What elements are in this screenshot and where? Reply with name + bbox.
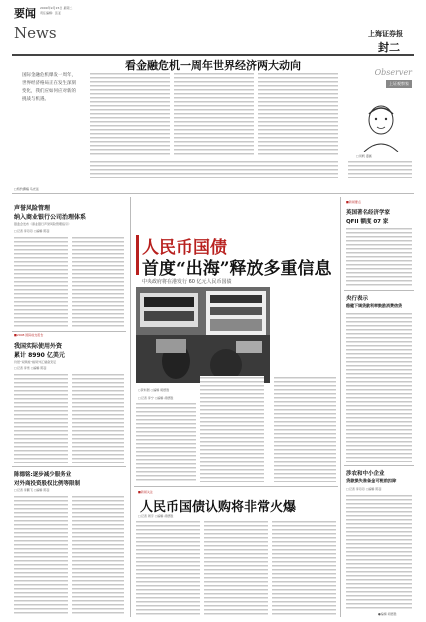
left-story1-title2: 纳入商业银行公司治理体系 <box>14 214 87 221</box>
center-body-text <box>274 376 336 482</box>
right-title2a: 央行表示 <box>346 296 369 302</box>
right-title3b: 贷款损失准备金可税前扣除 <box>346 478 397 483</box>
editor-line: 责任编辑：张亚 <box>40 11 62 15</box>
left-story3-title1: 陈德铭:逐步减少服务业 <box>14 472 72 478</box>
center-photo <box>136 287 270 383</box>
banner-intro: 国际金融危机爆发一周年，世界经济格局正在发生深刻变化，我们应如何应对新的挑战与机遇。 <box>22 73 76 102</box>
left-story1-byline: □记者 李丹丹 ○编辑 陈羽 <box>14 229 50 233</box>
right-footer-byline: ●编辑 胡德胜 <box>378 612 397 616</box>
right-story1-text <box>346 227 412 287</box>
center-subhead: 中央政府将在港发行 60 亿元人民币国债 <box>142 279 232 285</box>
left-story3-text <box>72 495 124 615</box>
bottom-body-text <box>272 520 336 616</box>
bottom-byline: □记者 周宇 ○编辑 胡德胜 <box>138 514 174 518</box>
columnist-logo <box>346 66 414 96</box>
banner-byline: □特约撰稿 马光远 <box>14 187 39 191</box>
section-label-en: News <box>14 24 57 42</box>
banner-body-text <box>174 72 254 156</box>
columnist-sub: 上证观察家 <box>386 80 412 88</box>
center-divider <box>134 486 338 487</box>
left-story2-text <box>72 373 124 463</box>
banner-intro-box <box>12 66 82 156</box>
right-story3-text <box>346 494 412 610</box>
right-title2b: 稳健下调贷款利率鼓励消费信贷 <box>346 303 402 308</box>
caricature-portrait <box>352 100 410 152</box>
bottom-body-text <box>136 520 200 616</box>
left-divider-2 <box>12 466 126 467</box>
masthead-rule <box>12 54 414 56</box>
right-story3-byline: □记者 李丹丹 ○编辑 陈羽 <box>346 487 382 491</box>
left-story2-title2: 累计 8990 亿美元 <box>14 352 65 359</box>
left-story2-title1: 我国实际使用外资 <box>14 343 63 350</box>
banner-body-text <box>258 72 338 156</box>
column-rule-left <box>130 197 131 617</box>
left-story1-title1: 声誉风险管理 <box>14 205 51 212</box>
caricature-caption: □何帆 漫画 <box>356 154 372 158</box>
banner-headline: 看金融危机一周年世界经济两大动向 <box>125 59 301 72</box>
columnist-bio <box>348 160 412 178</box>
left-story3-text <box>14 495 68 615</box>
center-body-text <box>136 402 196 482</box>
right-title3a: 涉农和中小企业 <box>346 471 385 477</box>
left-story2-kicker: ■2008 国际收支报告 <box>14 333 44 337</box>
columnist-label: Observer <box>374 68 412 77</box>
banner-bottom-rule <box>12 193 414 194</box>
date-line: 2009年9月15日 星期二 <box>40 6 73 10</box>
right-kicker: ■新闻要点 <box>346 200 361 204</box>
section-label-cn: 要闻 <box>14 7 36 20</box>
banner-body-text <box>90 160 338 178</box>
left-story1-subline: 银监会发布《商业银行声誉风险管理指引》 <box>14 222 72 226</box>
bottom-headline: 人民币国债认购将非常火爆 <box>140 500 297 515</box>
center-headline-2: 首度“出海”释放多重信息 <box>142 259 332 279</box>
right-divider-1 <box>344 290 414 291</box>
left-divider-1 <box>12 331 126 332</box>
right-title1b: QFII 额度 07 家 <box>346 219 389 225</box>
masthead <box>0 0 426 60</box>
center-byline: □记者 李宁 ○编辑 胡德胜 <box>138 396 174 400</box>
left-story2-byline: □记者 李雪 ○编辑 陈羽 <box>14 366 47 370</box>
column-rule-right <box>340 197 341 617</box>
paper-name: 上海证券报 <box>368 29 403 38</box>
left-story1-text <box>14 236 68 328</box>
right-story2-text <box>346 312 412 462</box>
left-story3-title2: 对外商投资股权比例等限制 <box>14 481 81 487</box>
page-title: 封二 <box>378 41 400 54</box>
left-story1-text <box>72 236 124 328</box>
left-story2-text <box>14 373 68 463</box>
left-story3-byline: □记者 李鹏飞 ○编辑 陈羽 <box>14 488 50 492</box>
right-divider-2 <box>344 465 414 466</box>
banner-body-text <box>90 72 170 156</box>
center-body-text <box>200 376 264 482</box>
center-headline-bar <box>136 235 139 275</box>
bottom-kicker: ■新闻关注 <box>138 490 153 494</box>
center-headline-1: 人民币国债 <box>142 238 227 258</box>
left-story2-sub: 仍居“双顺差”格局外汇储备充足 <box>14 360 57 364</box>
center-photo-caption: ○资料图 ○编辑 胡德胜 <box>138 388 170 392</box>
bottom-body-text <box>204 520 268 616</box>
right-title1a: 英国著名经济学家 <box>346 210 391 216</box>
